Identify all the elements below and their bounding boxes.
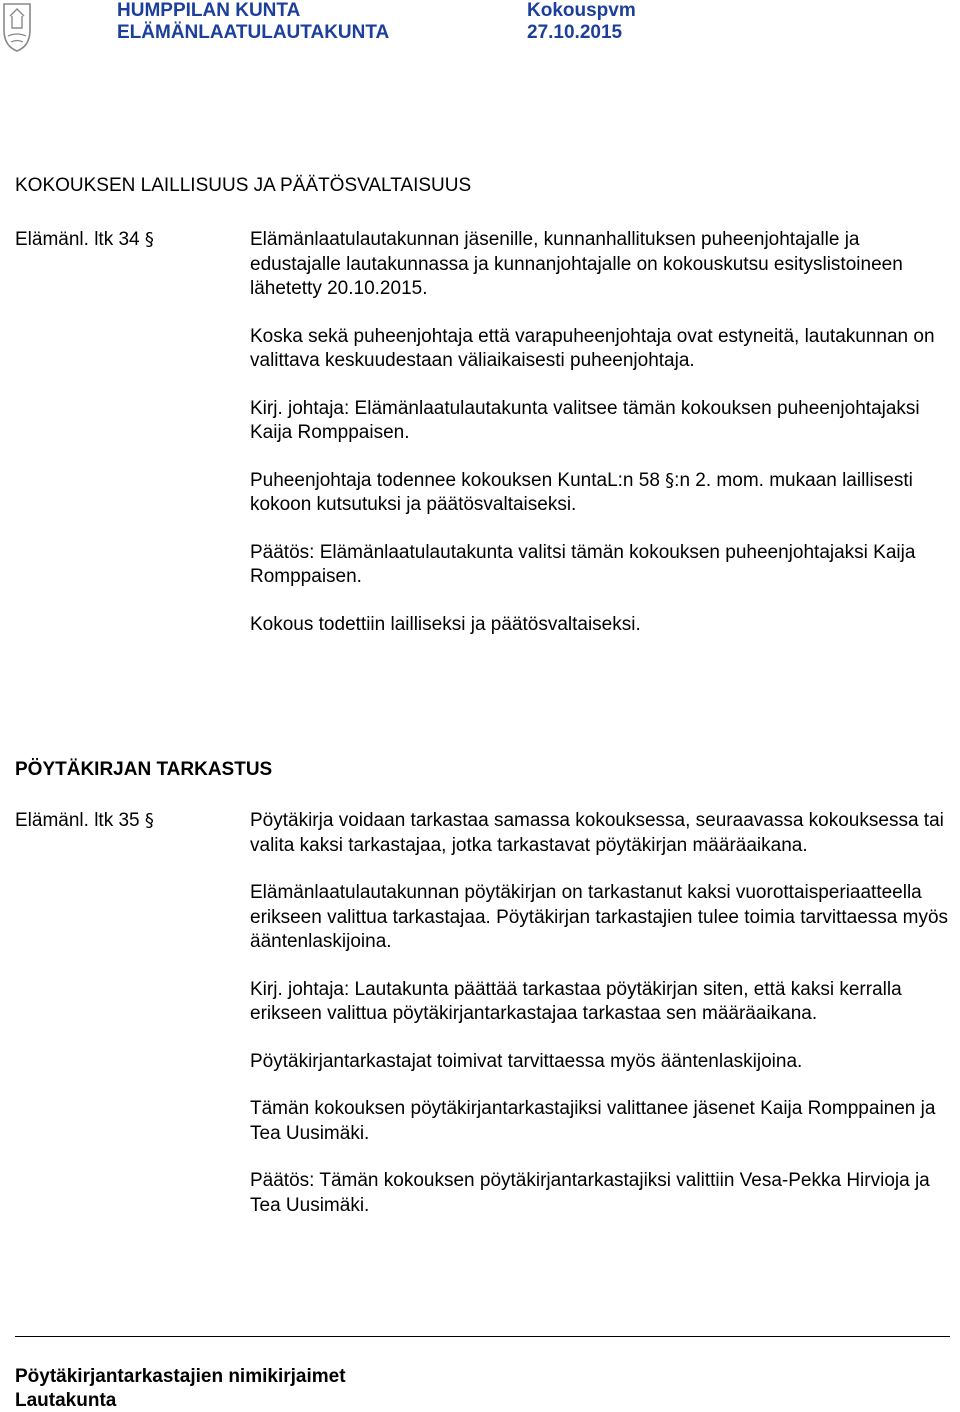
footer-signatures-label: Pöytäkirjantarkastajien nimikirjaimet xyxy=(15,1366,346,1387)
paragraph-text: :n 2. mom. mukaan laillisesti kokoon kutsutuksi ja päätösvaltaiseksi. xyxy=(250,469,913,515)
page-header xyxy=(0,0,960,60)
item-35-body xyxy=(250,809,950,1218)
meeting-date-label: Kokouspvm xyxy=(527,0,636,21)
section-sign: § xyxy=(144,810,154,831)
paragraph: Koska sekä puheenjohtaja että varapuheenjohtaja ovat estyneitä, lautakunnan on valittava keskuudestaan väliaikaisesti puheenjohtaja. xyxy=(250,325,935,371)
section-title-legality: KOKOUKSEN LAILLISUUS JA PÄÄTÖSVALTAISUUS xyxy=(15,175,472,196)
paragraph: Pöytäkirjantarkastajat toimivat tarvittaessa myös ääntenlaskijoina. xyxy=(250,1050,803,1072)
paragraph: Kirj. johtaja: Lautakunta päättää tarkastaa pöytäkirjan siten, että kaksi kerralla erikseen valittua pöytäkirjantarkastajaa tarkastaa sen määräaikana. xyxy=(250,978,902,1024)
section-sign: § xyxy=(665,469,675,491)
paragraph: Elämänlaatulautakunnan pöytäkirjan on tarkastanut kaksi vuorottaisperiaatteella erikseen valittua tarkastajaa. Pöytäkirjan tarkastajien tulee toimia tarvittaessa myös ääntenlaskijoina. xyxy=(250,882,949,952)
item-label-text: Elämänl. ltk 35 xyxy=(15,810,145,831)
footer-divider xyxy=(15,1336,950,1337)
item-34-body xyxy=(250,228,950,637)
meeting-date: 27.10.2015 xyxy=(527,22,623,43)
section-title-review: PÖYTÄKIRJAN TARKASTUS xyxy=(15,759,273,780)
item-label-35 xyxy=(15,809,154,833)
decision-paragraph: Kokous todettiin lailliseksi ja päätösvaltaiseksi. xyxy=(250,613,641,635)
item-label-34 xyxy=(15,228,154,252)
decision-paragraph: Päätös: Tämän kokouksen pöytäkirjantarkastajiksi valittiin Vesa-Pekka Hirvioja ja Tea Uusimäki. xyxy=(250,1170,930,1216)
item-label-text: Elämänl. ltk 34 xyxy=(15,229,145,250)
paragraph: Elämänlaatulautakunnan jäsenille, kunnanhallituksen puheenjohtajalle ja edustajalle lautakunnassa ja kunnanjohtajalle on kokouskutsu esityslistoineen lähetetty 20.10.2015. xyxy=(250,229,903,299)
paragraph: Pöytäkirja voidaan tarkastaa samassa kokouksessa, seuraavassa kokouksessa tai valita kaksi tarkastajaa, jotka tarkastavat pöytäkirjan määräaikana. xyxy=(250,810,944,856)
municipal-crest-icon xyxy=(2,2,32,52)
footer-body-label: Lautakunta xyxy=(15,1390,117,1411)
decision-paragraph: Päätös: Elämänlaatulautakunta valitsi tämän kokouksen puheenjohtajaksi Kaija Romppaisen. xyxy=(250,541,916,587)
paragraph xyxy=(250,469,950,518)
paragraph-text: Puheenjohtaja todennee kokouksen KuntaL:n 58 xyxy=(250,469,666,491)
section-sign: § xyxy=(144,229,154,250)
paragraph: Kirj. johtaja: Elämänlaatulautakunta valitsee tämän kokouksen puheenjohtajaksi Kaija Romppaisen. xyxy=(250,397,920,443)
committee-name: ELÄMÄNLAATULAUTAKUNTA xyxy=(117,22,390,43)
organization-name: HUMPPILAN KUNTA xyxy=(117,0,301,21)
paragraph: Tämän kokouksen pöytäkirjantarkastajiksi valittanee jäsenet Kaija Romppainen ja Tea Uusimäki. xyxy=(250,1098,936,1144)
